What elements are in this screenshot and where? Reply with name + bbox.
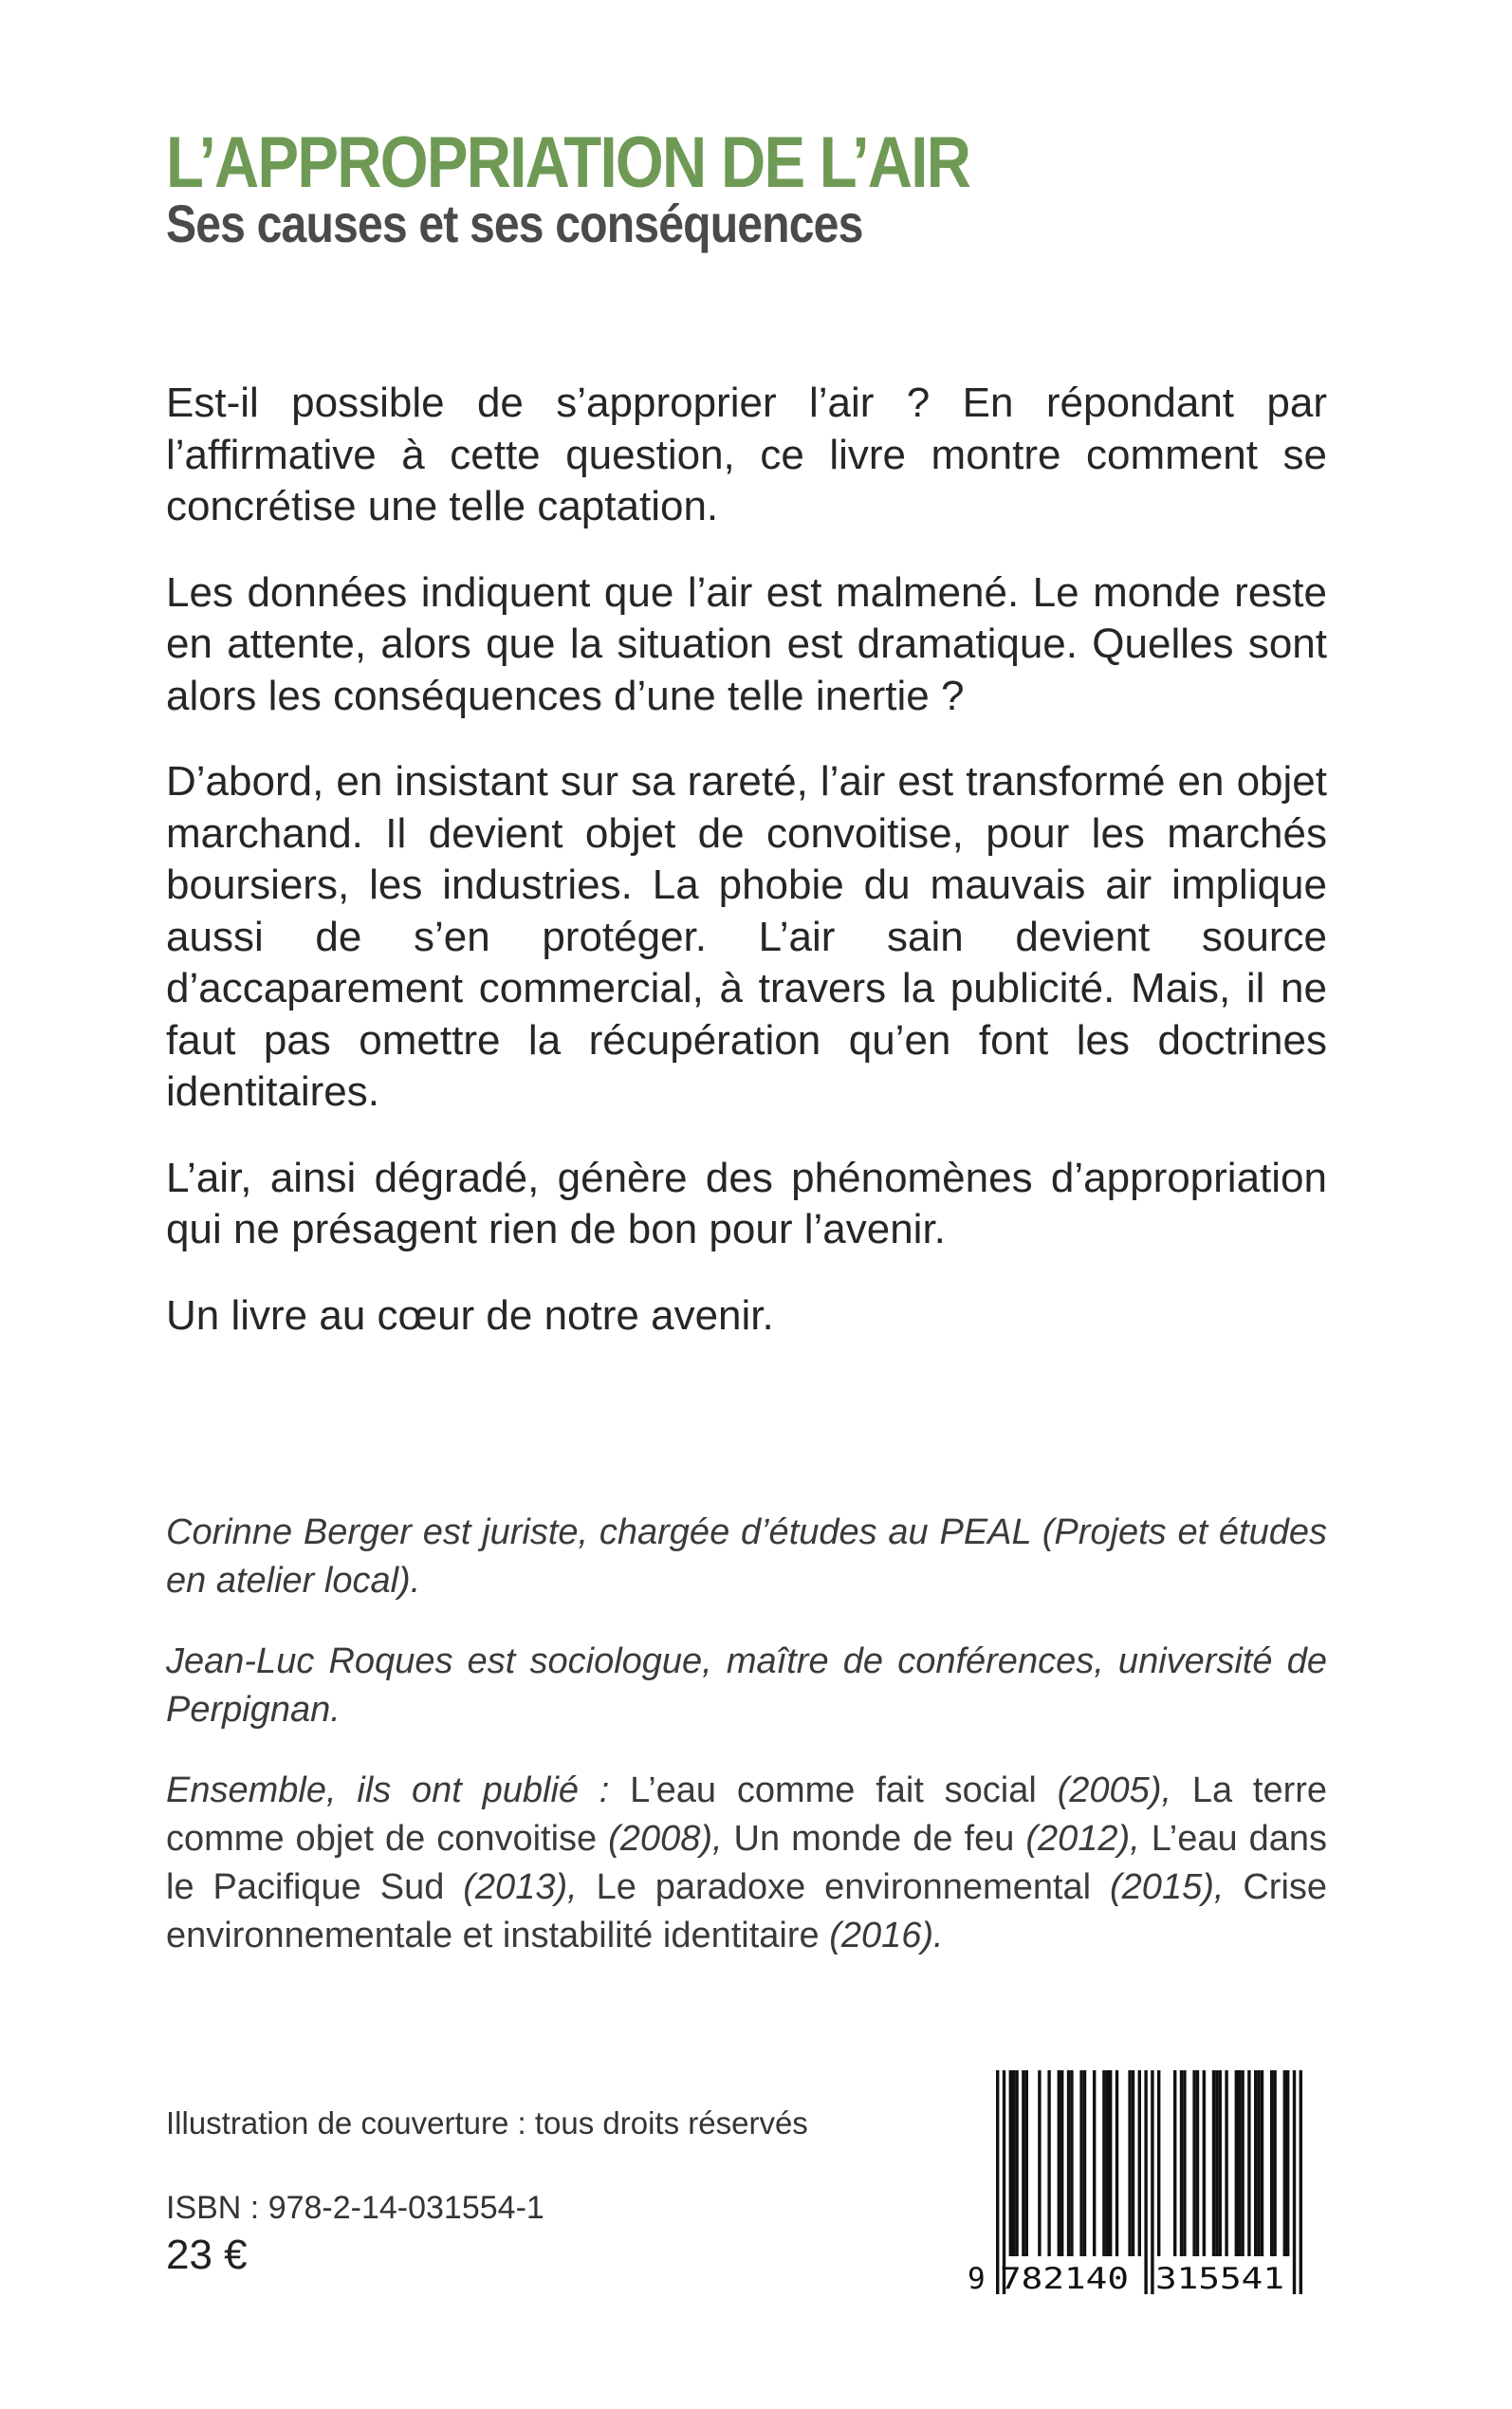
work-title: Le paradoxe environnemental — [596, 1867, 1092, 1907]
work-year: (2015), — [1110, 1867, 1225, 1907]
author-bios — [166, 1509, 1327, 1992]
blurb — [166, 378, 1327, 1376]
barcode-bar — [1047, 2070, 1050, 2256]
barcode-bar — [1286, 2070, 1289, 2256]
barcode-bar — [1270, 2070, 1273, 2256]
author-name-2: Jean-Luc Roques — [166, 1641, 453, 1681]
barcode-bar — [1060, 2070, 1063, 2256]
barcode-bar — [1138, 2070, 1141, 2256]
barcode-bar — [1058, 2070, 1060, 2256]
blurb-paragraph-3: D’abord, en insistant sur sa rareté, l’air est transformé en objet marchand. Il devient objet de convoitise, pour les marchés boursiers, les industries. La phobie du mauvais air implique aussi de s’en protéger. L’air sain devient source d’accaparement commercial, à travers la publicité. Mais, il ne faut pas omettre la récupération qu’en font les doctrines identitaires. — [166, 758, 1327, 1115]
barcode-bar — [1012, 2070, 1015, 2256]
barcode-left-digits: 782140 — [1000, 2262, 1129, 2296]
barcode-guard-bar — [1293, 2070, 1296, 2294]
barcode-bar — [1283, 2070, 1286, 2256]
author-description-2: est sociologue, maître de conférences, université de Perpignan. — [166, 1641, 1327, 1730]
barcode-bar — [1070, 2070, 1073, 2256]
work-year: (2005), — [1057, 1770, 1172, 1810]
book-subtitle: Ses causes et ses conséquences — [166, 194, 863, 253]
barcode-guard-bar — [996, 2070, 999, 2294]
isbn-barcode — [958, 2068, 1330, 2296]
barcode-bar — [1196, 2070, 1199, 2256]
barcode-bar — [1241, 2070, 1244, 2256]
barcode-bar — [1038, 2070, 1041, 2256]
blurb-paragraph-2: Les données indiquent que l’air est malmené. Le monde reste en attente, alors que la situation est dramatique. Quelles sont alors les conséquences d’une telle inertie ? — [166, 568, 1327, 719]
barcode-bar — [1225, 2070, 1227, 2256]
barcode-guard-bar — [1300, 2070, 1302, 2294]
barcode-guard-bar — [1003, 2070, 1005, 2294]
work-title: L’eau dans le Pacifique Sud — [166, 1819, 1327, 1907]
barcode-bar — [1219, 2070, 1222, 2256]
author-name-1: Corinne Berger — [166, 1512, 412, 1552]
blurb-paragraph-4: L’air, ainsi dégradé, génère des phénomènes d’appropriation qui ne présagent rien de bon pour l’avenir. — [166, 1154, 1327, 1252]
work-title: La terre comme objet de convoitise — [166, 1770, 1328, 1859]
barcode-bar — [1215, 2070, 1218, 2256]
barcode-guard-bar — [1144, 2070, 1147, 2294]
barcode-bar — [1157, 2070, 1160, 2256]
barcode-bar — [1015, 2070, 1018, 2256]
barcode-bar — [1025, 2070, 1028, 2256]
barcode-bar — [1238, 2070, 1241, 2256]
barcode-bars — [996, 2070, 1302, 2294]
barcode-bar — [1116, 2070, 1118, 2256]
barcode-bar — [1212, 2070, 1215, 2256]
barcode-bar — [1102, 2070, 1105, 2256]
barcode-bar — [1173, 2070, 1176, 2256]
barcode-bar — [1132, 2070, 1134, 2256]
barcode-bar — [1257, 2070, 1260, 2256]
barcode-bar — [1247, 2070, 1250, 2256]
barcode-bar — [1093, 2070, 1096, 2256]
barcode-bar — [1079, 2070, 1082, 2256]
work-year: (2013), — [463, 1867, 578, 1907]
barcode-bar — [1009, 2070, 1012, 2256]
barcode-bar — [1128, 2070, 1131, 2256]
barcode-bar — [1235, 2070, 1238, 2256]
work-title: Un monde de feu — [733, 1819, 1015, 1859]
barcode-right-digits: 315541 — [1155, 2262, 1284, 2296]
barcode-bar — [1254, 2070, 1257, 2256]
book-title: L’APPROPRIATION DE L’AIR — [166, 122, 970, 203]
barcode-bar — [1261, 2070, 1263, 2256]
barcode-bar — [1106, 2070, 1109, 2256]
blurb-paragraph-5: Un livre au cœur de notre avenir. — [166, 1291, 774, 1339]
publications-intro: Ensemble, ils ont publié : — [166, 1770, 610, 1810]
barcode-bar — [1067, 2070, 1070, 2256]
barcode-guard-bar — [1151, 2070, 1153, 2294]
work-year: (2008), — [608, 1819, 723, 1859]
barcode-bar — [1180, 2070, 1183, 2256]
barcode-bar — [1083, 2070, 1086, 2256]
author-description-1: est juriste, chargée d’études au PEAL (Projets et études en atelier local). — [166, 1512, 1328, 1601]
blurb-paragraph-1: Est-il possible de s’approprier l’air ? En répondant par l’affirmative à cette question, ce livre montre comment se concrétise une telle captation. — [166, 380, 1327, 529]
publications — [166, 1767, 1327, 1960]
barcode-bar — [1273, 2070, 1276, 2256]
work-title: L’eau comme fait social — [630, 1770, 1037, 1810]
barcode-bar — [1109, 2070, 1112, 2256]
work-year: (2016). — [829, 1916, 944, 1955]
author-bio-1 — [166, 1509, 1327, 1605]
work-year: (2012), — [1025, 1819, 1140, 1859]
author-bio-2 — [166, 1638, 1327, 1734]
barcode-bar — [1203, 2070, 1206, 2256]
price: 23 € — [166, 2232, 248, 2278]
work-title: Crise environnementale et instabilité identitaire — [166, 1867, 1328, 1955]
illustration-credit: Illustration de couverture : tous droits réservés — [166, 2105, 808, 2140]
barcode-bar — [1192, 2070, 1195, 2256]
barcode-first-digit: 9 — [968, 2262, 986, 2296]
barcode-bar — [1022, 2070, 1024, 2256]
barcode-bar — [1183, 2070, 1186, 2256]
isbn: ISBN : 978-2-14-031554-1 — [166, 2190, 544, 2226]
